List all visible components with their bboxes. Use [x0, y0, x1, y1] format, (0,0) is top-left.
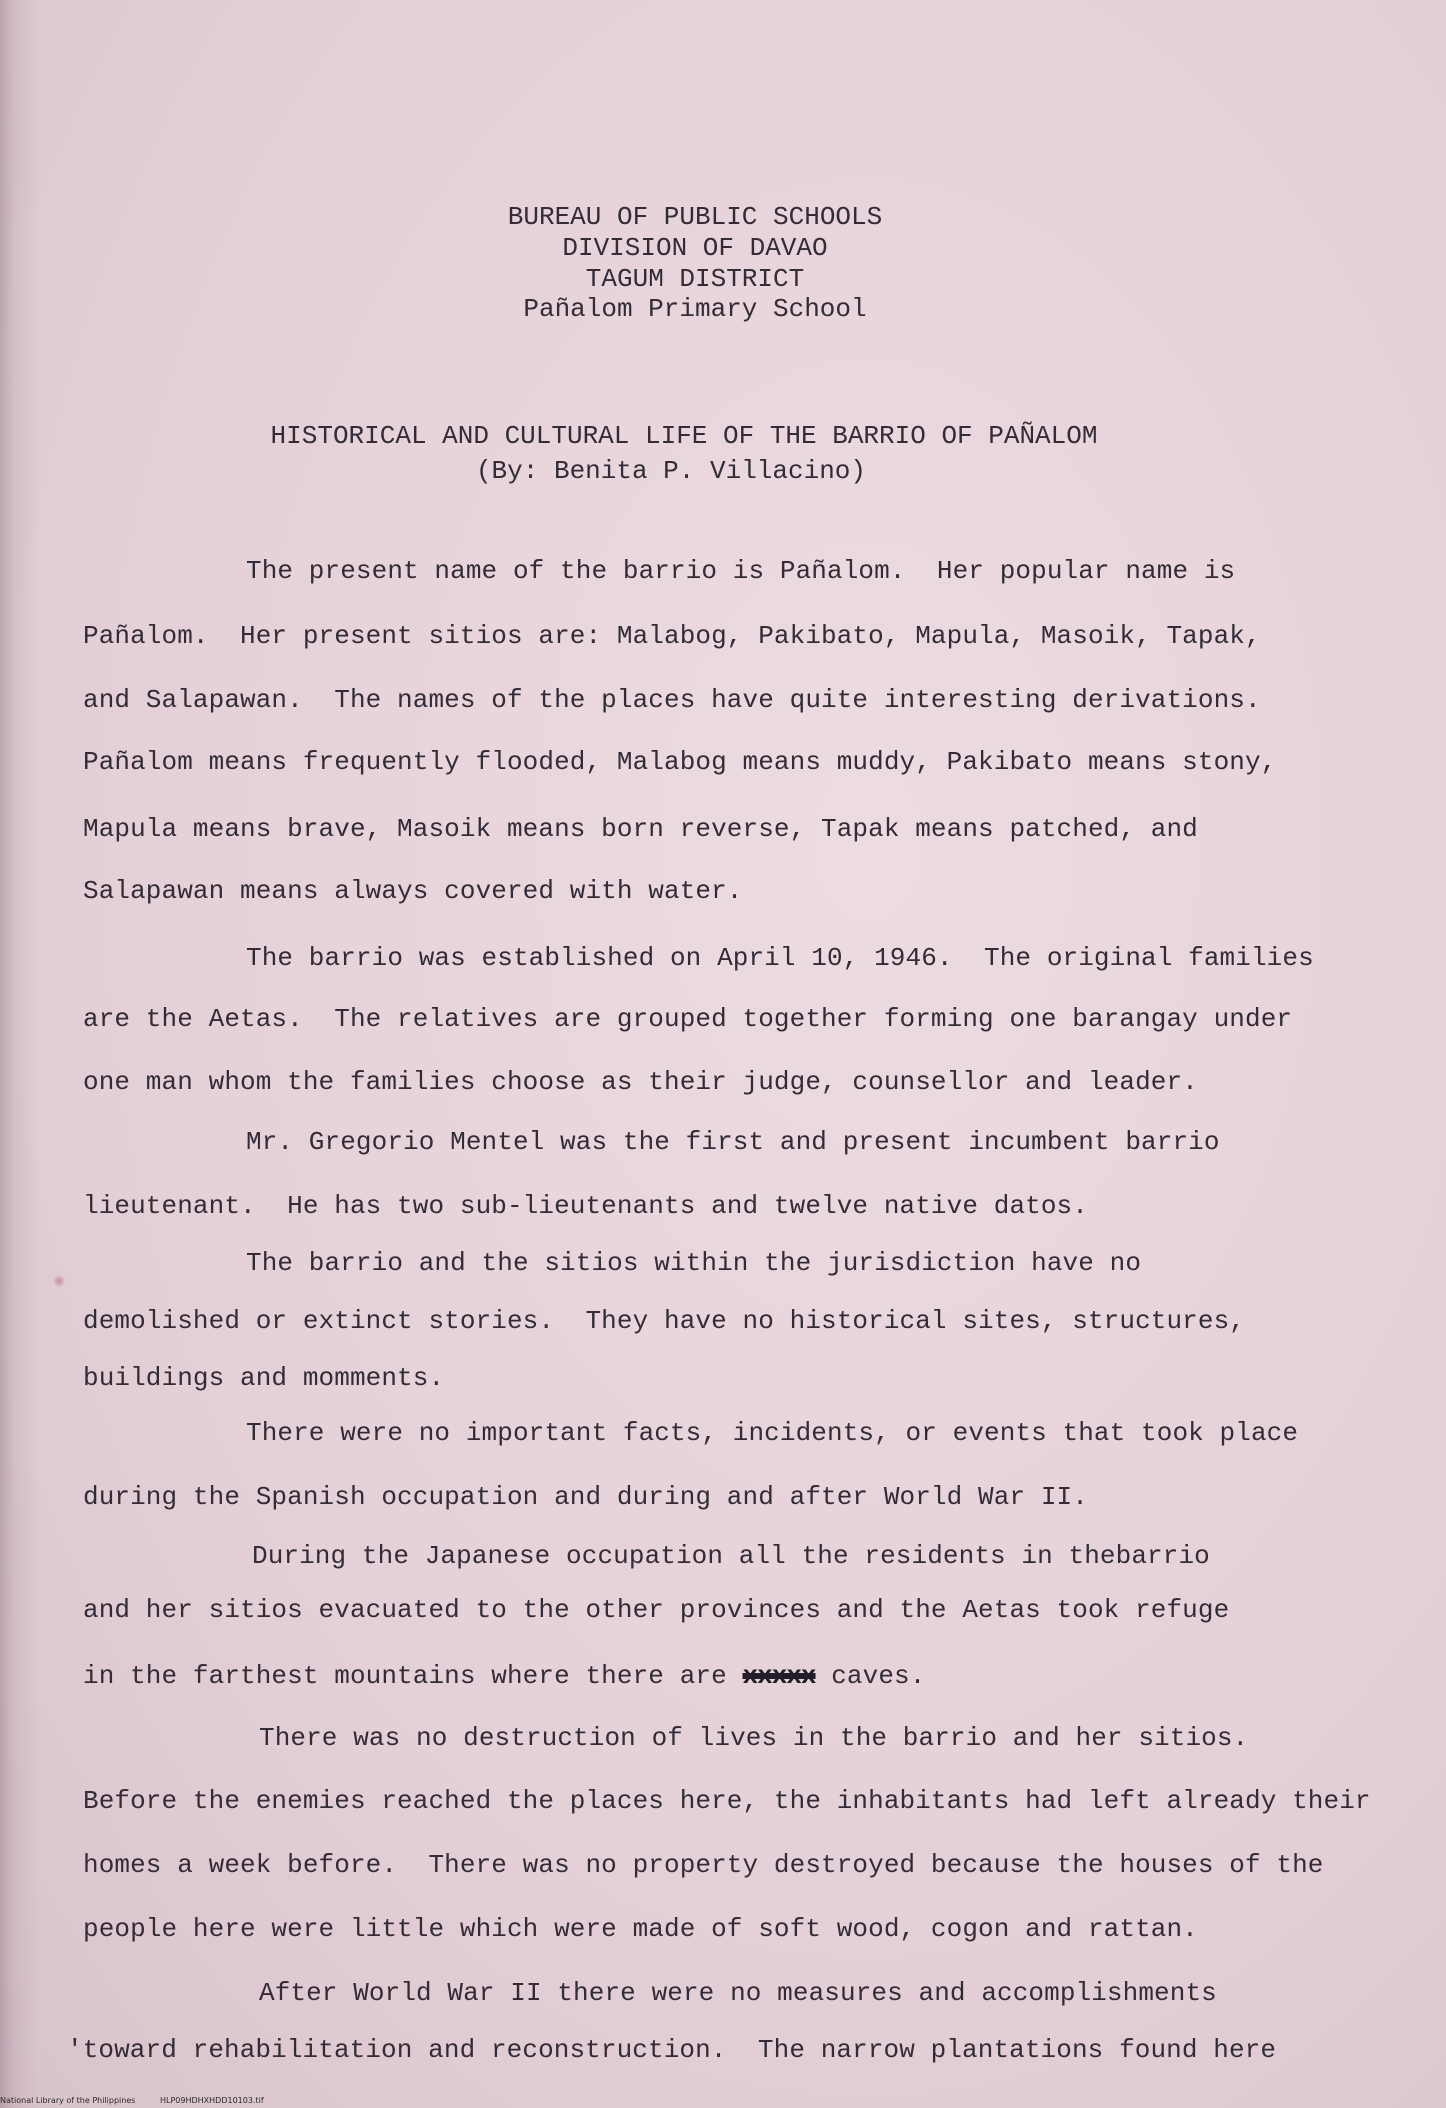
text-line: The present name of the barrio is Pañalom. Her popular name is	[246, 556, 1236, 586]
division-heading: DIVISION OF DAVAO	[562, 233, 828, 263]
scan-filename: HLP09HDHXHDD10103.tif	[160, 2096, 264, 2105]
text-line: Mapula means brave, Masoik means born reverse, Tapak means patched, and	[83, 814, 1198, 844]
document-title: HISTORICAL AND CULTURAL LIFE OF THE BARRIO OF PAÑALOM	[270, 421, 1098, 451]
text-line-start: in the farthest mountains where there are	[83, 1661, 727, 1691]
text-line-end: caves.	[831, 1661, 926, 1691]
school-heading: Pañalom Primary School	[523, 294, 867, 324]
text-line: 'toward rehabilitation and reconstruction. The narrow plantations found here	[67, 2035, 1277, 2065]
text-line: Before the enemies reached the places here, the inhabitants had left already their	[83, 1786, 1371, 1816]
text-line: There was no destruction of lives in the barrio and her sitios.	[259, 1723, 1249, 1753]
text-line: and her sitios evacuated to the other provinces and the Aetas took refuge	[83, 1595, 1230, 1625]
text-line: people here were little which were made of soft wood, cogon and rattan.	[83, 1914, 1198, 1944]
text-line: buildings and momments.	[83, 1363, 445, 1393]
ink-spot	[53, 1275, 65, 1287]
text-line: Salapawan means always covered with water.	[83, 876, 743, 906]
text-line: demolished or extinct stories. They have no historical sites, structures,	[83, 1306, 1245, 1336]
text-line: and Salapawan. The names of the places have quite interesting derivations.	[83, 685, 1261, 715]
text-line	[83, 1660, 925, 1692]
text-line: one man whom the families choose as their judge, counsellor and leader.	[83, 1067, 1198, 1097]
author-byline: (By: Benita P. Villacino)	[475, 456, 867, 486]
text-line: lieutenant. He has two sub-lieutenants and twelve native datos.	[83, 1191, 1088, 1221]
text-line: are the Aetas. The relatives are grouped together forming one barangay under	[83, 1004, 1293, 1034]
district-heading: TAGUM DISTRICT	[585, 264, 805, 294]
text-line: After World War II there were no measures and accomplishments	[259, 1978, 1217, 2008]
struck-out-word: xxxxx	[742, 1661, 816, 1691]
text-line: during the Spanish occupation and during and after World War II.	[83, 1482, 1088, 1512]
text-line: Pañalom means frequently flooded, Malabog means muddy, Pakibato means stony,	[83, 747, 1277, 777]
text-line: homes a week before. There was no property destroyed because the houses of the	[83, 1850, 1324, 1880]
bureau-heading: BUREAU OF PUBLIC SCHOOLS	[507, 202, 883, 232]
library-credit: National Library of the Philippines	[0, 2096, 136, 2105]
text-line: Pañalom. Her present sitios are: Malabog, Pakibato, Mapula, Masoik, Tapak,	[83, 621, 1261, 651]
text-line: The barrio was established on April 10, 1946. The original families	[246, 943, 1314, 973]
text-line: The barrio and the sitios within the jurisdiction have no	[246, 1248, 1142, 1278]
text-line: Mr. Gregorio Mentel was the first and present incumbent barrio	[246, 1127, 1220, 1157]
text-line: During the Japanese occupation all the residents in thebarrio	[252, 1541, 1210, 1571]
text-line: There were no important facts, incidents, or events that took place	[246, 1418, 1299, 1448]
